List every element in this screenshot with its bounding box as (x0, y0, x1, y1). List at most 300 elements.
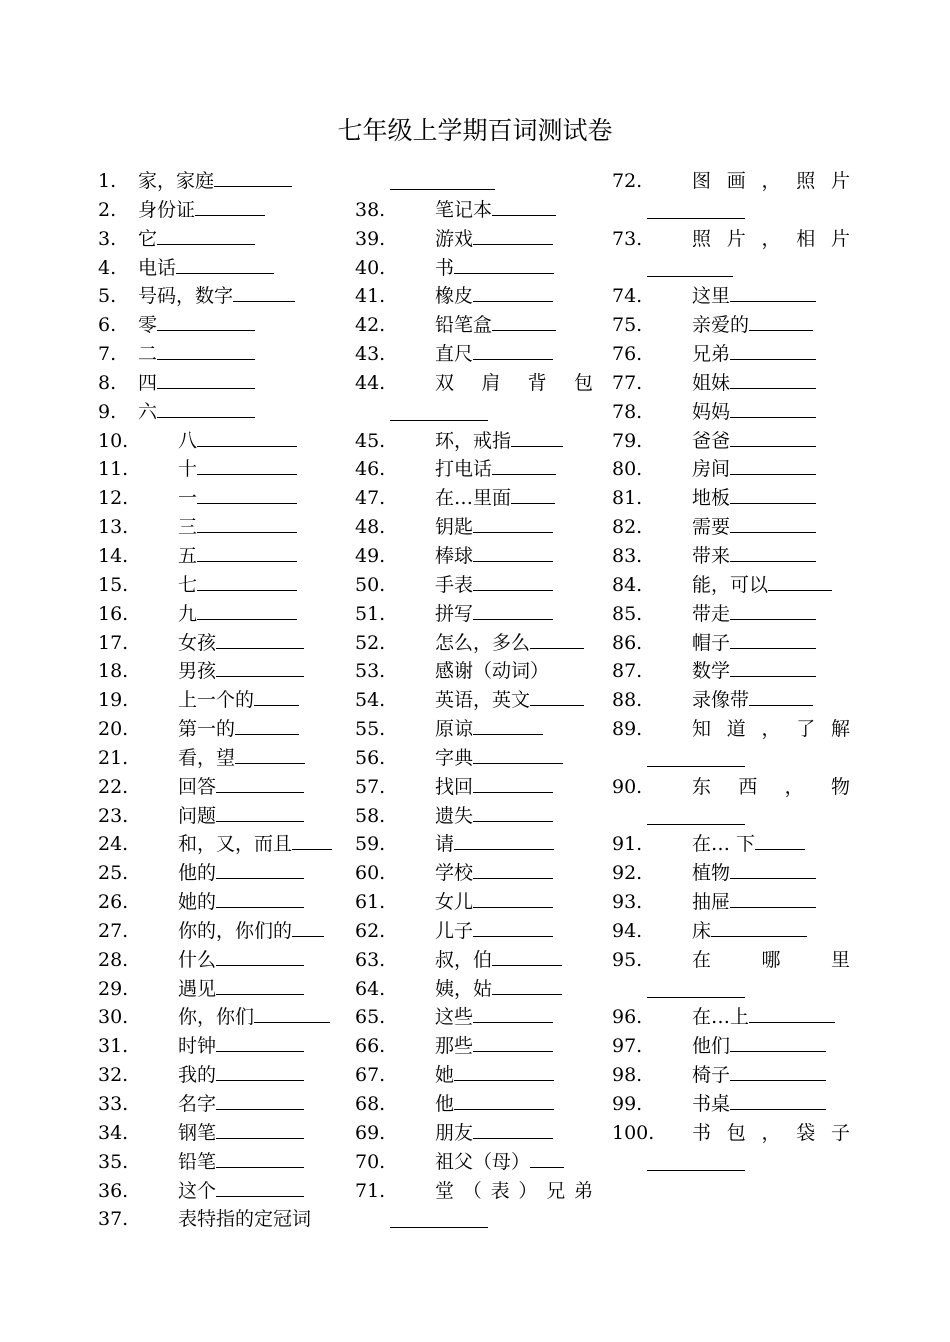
chinese-word: 双肩背包 (435, 371, 593, 394)
question-row-56 (355, 744, 600, 773)
chinese-word: 找回 (435, 775, 474, 798)
answer-blank[interactable] (254, 687, 299, 706)
answer-blank[interactable] (492, 976, 562, 995)
chinese-word: 这些 (435, 1006, 474, 1029)
question-row-82 (612, 513, 857, 542)
answer-blank[interactable] (511, 428, 563, 447)
answer-blank[interactable] (647, 979, 745, 998)
chinese-word: 在…上 (692, 1006, 750, 1029)
answer-blank[interactable] (254, 1004, 330, 1023)
question-row-53 (355, 657, 600, 686)
chinese-word: 她 (435, 1064, 455, 1087)
answer-blank[interactable] (647, 200, 745, 219)
answer-blank[interactable] (473, 803, 553, 822)
question-row-50 (355, 571, 600, 600)
answer-blank[interactable] (216, 1178, 304, 1197)
question-number: 71. (355, 1179, 386, 1202)
chinese-word: 他 (435, 1093, 455, 1115)
question-number: 19. (98, 689, 129, 712)
question-number: 95. (612, 948, 643, 971)
question-number: 34. (98, 1121, 129, 1144)
question-row-73 (612, 225, 857, 254)
answer-blank[interactable] (235, 745, 305, 764)
chinese-word: 钢笔 (178, 1121, 217, 1144)
chinese-word: 叔，伯 (435, 948, 493, 971)
answer-blank[interactable] (730, 543, 816, 562)
column-2 (355, 167, 600, 1234)
question-number: 70. (355, 1150, 386, 1173)
answer-blank[interactable] (473, 774, 553, 793)
answer-blank[interactable] (473, 889, 553, 908)
question-row-25 (98, 859, 348, 888)
answer-line-continued (355, 398, 600, 427)
chinese-word: 铅笔盒 (435, 314, 493, 337)
answer-line-continued (612, 744, 857, 773)
answer-blank[interactable] (197, 428, 297, 447)
question-number: 16. (98, 602, 129, 625)
question-row-49 (355, 542, 600, 571)
question-row-71 (355, 1177, 600, 1206)
question-number: 35. (98, 1150, 129, 1173)
answer-blank[interactable] (214, 168, 292, 187)
question-row-4 (98, 254, 348, 283)
question-row-37 (98, 1205, 348, 1234)
question-row-3 (98, 225, 348, 254)
answer-blank[interactable] (473, 226, 553, 245)
chinese-word: 书桌 (692, 1093, 731, 1115)
answer-blank[interactable] (216, 889, 304, 908)
question-row-57 (355, 773, 600, 802)
answer-blank[interactable] (749, 687, 813, 706)
question-number: 82. (612, 516, 643, 539)
question-number: 72. (612, 170, 643, 192)
answer-blank[interactable] (511, 485, 555, 504)
question-row-75 (612, 311, 857, 340)
question-row-77 (612, 369, 857, 398)
chinese-word: 七 (178, 573, 198, 596)
question-row-96 (612, 1003, 857, 1032)
question-row-93 (612, 888, 857, 917)
answer-blank[interactable] (473, 283, 553, 302)
question-number: 69. (355, 1121, 386, 1144)
answer-blank[interactable] (730, 456, 816, 475)
answer-blank[interactable] (197, 601, 297, 620)
question-row-90 (612, 773, 857, 802)
answer-blank[interactable] (176, 255, 274, 274)
question-number: 12. (98, 487, 129, 510)
answer-blank[interactable] (530, 1149, 564, 1168)
question-row-29 (98, 975, 348, 1004)
answer-blank[interactable] (216, 1120, 304, 1139)
question-number: 98. (612, 1064, 643, 1087)
question-row-38 (355, 196, 600, 225)
answer-blank[interactable] (473, 745, 563, 764)
answer-blank[interactable] (390, 402, 488, 421)
question-number: 5. (98, 285, 117, 308)
answer-blank[interactable] (157, 312, 255, 331)
chinese-word: 钥匙 (435, 516, 474, 539)
chinese-word: 感谢（动词） (435, 660, 550, 683)
answer-blank[interactable] (454, 831, 554, 850)
answer-line-continued (612, 802, 857, 831)
answer-blank[interactable] (730, 1033, 826, 1052)
question-number: 8. (98, 371, 117, 394)
question-number: 46. (355, 458, 386, 481)
question-row-97 (612, 1032, 857, 1061)
chinese-word: 这里 (692, 285, 731, 308)
chinese-word: 需要 (692, 516, 731, 539)
question-number: 80. (612, 458, 643, 481)
question-row-31 (98, 1032, 348, 1061)
answer-blank[interactable] (730, 889, 816, 908)
question-number: 6. (98, 314, 117, 337)
question-number: 32. (98, 1064, 129, 1087)
question-row-15 (98, 571, 348, 600)
answer-blank[interactable] (473, 514, 553, 533)
answer-blank[interactable] (730, 283, 816, 302)
answer-blank[interactable] (647, 748, 745, 767)
answer-blank[interactable] (473, 601, 553, 620)
answer-blank[interactable] (473, 543, 553, 562)
answer-blank[interactable] (730, 341, 816, 360)
answer-blank[interactable] (157, 341, 255, 360)
chinese-word: 看，望 (178, 746, 236, 769)
answer-blank[interactable] (730, 860, 816, 879)
question-number: 45. (355, 429, 386, 452)
chinese-word: 祖父（母） (435, 1150, 531, 1173)
answer-blank[interactable] (197, 514, 297, 533)
answer-blank[interactable] (730, 428, 816, 447)
answer-blank[interactable] (492, 197, 556, 216)
answer-blank[interactable] (454, 255, 554, 274)
answer-blank[interactable] (730, 1091, 826, 1110)
question-row-21 (98, 744, 348, 773)
answer-blank[interactable] (157, 399, 255, 418)
answer-blank[interactable] (711, 918, 807, 937)
answer-blank[interactable] (473, 1033, 553, 1052)
question-number: 15. (98, 573, 129, 596)
chinese-word: 字典 (435, 746, 474, 769)
question-number: 78. (612, 400, 643, 423)
chinese-word: 带来 (692, 544, 731, 567)
chinese-word: 直尺 (435, 343, 474, 366)
chinese-word: 亲爱的 (692, 314, 750, 337)
answer-blank[interactable] (233, 283, 295, 302)
answer-blank[interactable] (197, 456, 297, 475)
chinese-word: 第一的 (178, 718, 236, 741)
question-row-65 (355, 1003, 600, 1032)
question-row-14 (98, 542, 348, 571)
answer-blank[interactable] (530, 630, 584, 649)
question-row-54 (355, 686, 600, 715)
question-row-42 (355, 311, 600, 340)
question-row-51 (355, 600, 600, 629)
question-number: 13. (98, 516, 129, 539)
answer-blank[interactable] (216, 1062, 304, 1081)
question-number: 58. (355, 804, 386, 827)
chinese-word: 请 (435, 833, 455, 856)
answer-blank[interactable] (730, 1062, 826, 1081)
question-row-76 (612, 340, 857, 369)
question-number: 76. (612, 343, 643, 366)
chinese-word: 什么 (178, 948, 217, 971)
question-row-45 (355, 427, 600, 456)
answer-blank[interactable] (157, 226, 255, 245)
chinese-word: 号码，数字 (138, 285, 234, 308)
question-row-99 (612, 1090, 857, 1119)
answer-blank[interactable] (730, 658, 816, 677)
chinese-word: 手表 (435, 573, 474, 596)
answer-blank[interactable] (390, 1209, 488, 1228)
question-row-32 (98, 1061, 348, 1090)
answer-blank[interactable] (647, 806, 745, 825)
question-number: 53. (355, 660, 386, 683)
question-number: 89. (612, 718, 643, 741)
question-row-16 (98, 600, 348, 629)
question-row-33 (98, 1090, 348, 1119)
question-row-34 (98, 1119, 348, 1148)
chinese-word: 知道，了解 (692, 718, 850, 741)
answer-blank[interactable] (197, 485, 297, 504)
question-number: 52. (355, 631, 386, 654)
answer-blank[interactable] (216, 1149, 304, 1168)
answer-blank[interactable] (492, 947, 562, 966)
chinese-word: 在哪里 (692, 948, 850, 971)
question-row-98 (612, 1061, 857, 1090)
question-number: 61. (355, 891, 386, 914)
answer-blank[interactable] (730, 485, 816, 504)
chinese-word: 电话 (138, 256, 177, 279)
answer-blank[interactable] (292, 918, 324, 937)
answer-blank[interactable] (473, 1120, 553, 1139)
question-row-23 (98, 802, 348, 831)
question-number: 83. (612, 544, 643, 567)
question-row-63 (355, 946, 600, 975)
chinese-word: 她的 (178, 891, 217, 914)
chinese-word: 英语，英文 (435, 689, 531, 712)
answer-blank[interactable] (749, 312, 813, 331)
chinese-word: 带走 (692, 602, 731, 625)
question-number: 51. (355, 602, 386, 625)
answer-blank[interactable] (492, 456, 556, 475)
chinese-word: 一 (178, 487, 198, 510)
answer-blank[interactable] (730, 514, 816, 533)
question-number: 49. (355, 544, 386, 567)
column-1 (98, 167, 348, 1234)
answer-blank[interactable] (216, 860, 304, 879)
answer-blank[interactable] (454, 1091, 554, 1110)
chinese-word: 能，可以 (692, 573, 769, 596)
question-number: 85. (612, 602, 643, 625)
question-number: 99. (612, 1093, 643, 1115)
question-number: 77. (612, 371, 643, 394)
answer-blank[interactable] (216, 658, 304, 677)
question-row-13 (98, 513, 348, 542)
question-number: 29. (98, 977, 129, 1000)
question-row-11 (98, 455, 348, 484)
question-number: 63. (355, 948, 386, 971)
answer-blank[interactable] (730, 630, 816, 649)
question-number: 47. (355, 487, 386, 510)
question-row-6 (98, 311, 348, 340)
chinese-word: 这个 (178, 1179, 217, 1202)
question-number: 81. (612, 487, 643, 510)
question-row-5 (98, 282, 348, 311)
answer-blank[interactable] (473, 341, 553, 360)
question-row-74 (612, 282, 857, 311)
chinese-word: 兄弟 (692, 343, 731, 366)
answer-blank[interactable] (473, 716, 543, 735)
question-number: 66. (355, 1035, 386, 1058)
question-number: 39. (355, 227, 386, 250)
question-number: 87. (612, 660, 643, 683)
chinese-word: 原谅 (435, 718, 474, 741)
question-number: 38. (355, 198, 386, 221)
question-row-89 (612, 715, 857, 744)
chinese-word: 四 (138, 371, 158, 394)
question-number: 11. (98, 458, 129, 481)
question-number: 17. (98, 631, 129, 654)
chinese-word: 那些 (435, 1035, 474, 1058)
question-row-48 (355, 513, 600, 542)
question-row-35 (98, 1148, 348, 1177)
answer-blank[interactable] (216, 976, 304, 995)
question-number: 54. (355, 689, 386, 712)
question-number: 64. (355, 977, 386, 1000)
chinese-word: 身份证 (138, 198, 196, 221)
answer-blank[interactable] (647, 258, 733, 277)
question-number: 68. (355, 1093, 386, 1115)
answer-blank[interactable] (647, 1152, 745, 1171)
answer-blank[interactable] (216, 774, 304, 793)
question-number: 9. (98, 400, 117, 423)
answer-blank[interactable] (530, 687, 584, 706)
question-number: 23. (98, 804, 129, 827)
question-row-78 (612, 398, 857, 427)
question-row-19 (98, 686, 348, 715)
chinese-word: 在…里面 (435, 487, 512, 510)
answer-blank[interactable] (235, 716, 299, 735)
answer-blank[interactable] (730, 370, 816, 389)
chinese-word: 遗失 (435, 804, 474, 827)
answer-blank[interactable] (216, 1033, 304, 1052)
question-row-55 (355, 715, 600, 744)
answer-blank[interactable] (216, 1091, 304, 1110)
answer-line-continued (612, 975, 857, 1004)
answer-blank[interactable] (473, 1004, 553, 1023)
answer-blank[interactable] (454, 1062, 554, 1081)
chinese-word: 表特指的定冠词 (178, 1208, 312, 1231)
question-number: 73. (612, 227, 643, 250)
chinese-word: 游戏 (435, 227, 474, 250)
answer-blank[interactable] (473, 860, 553, 879)
question-number: 67. (355, 1064, 386, 1087)
question-row-85 (612, 600, 857, 629)
question-number: 4. (98, 256, 117, 279)
chinese-word: 堂（表）兄弟 (435, 1179, 593, 1202)
answer-line-continued (355, 1205, 600, 1234)
question-row-9 (98, 398, 348, 427)
page-title: 七年级上学期百词测试卷 (337, 116, 613, 145)
answer-blank[interactable] (157, 370, 255, 389)
question-number: 26. (98, 891, 129, 914)
answer-blank[interactable] (768, 572, 832, 591)
answer-blank[interactable] (216, 803, 304, 822)
question-number: 96. (612, 1006, 643, 1029)
answer-blank[interactable] (197, 572, 297, 591)
question-row-100 (612, 1119, 857, 1148)
question-number: 74. (612, 285, 643, 308)
chinese-word: 数学 (692, 660, 731, 683)
answer-blank[interactable] (197, 543, 297, 562)
answer-blank[interactable] (390, 171, 495, 190)
chinese-word: 爸爸 (692, 429, 731, 452)
answer-blank[interactable] (492, 312, 556, 331)
answer-blank[interactable] (755, 831, 805, 850)
chinese-word: 家，家庭 (138, 170, 215, 192)
question-row-7 (98, 340, 348, 369)
question-number: 75. (612, 314, 643, 337)
answer-blank[interactable] (216, 630, 304, 649)
question-row-8 (98, 369, 348, 398)
chinese-word: 怎么，多么 (435, 631, 531, 654)
column-3 (612, 167, 857, 1177)
answer-blank[interactable] (749, 1004, 835, 1023)
question-number: 56. (355, 746, 386, 769)
answer-blank[interactable] (473, 572, 553, 591)
chinese-word: 零 (138, 314, 158, 337)
answer-blank[interactable] (292, 831, 332, 850)
question-number: 28. (98, 948, 129, 971)
question-row-79 (612, 427, 857, 456)
chinese-word: 姐妹 (692, 371, 731, 394)
answer-blank[interactable] (195, 197, 265, 216)
answer-blank[interactable] (730, 399, 816, 418)
question-number: 60. (355, 862, 386, 885)
answer-blank[interactable] (216, 947, 304, 966)
question-row-95 (612, 946, 857, 975)
question-row-61 (355, 888, 600, 917)
question-row-87 (612, 657, 857, 686)
question-number: 42. (355, 314, 386, 337)
answer-blank[interactable] (730, 601, 816, 620)
question-row-10 (98, 427, 348, 456)
answer-line-continued (612, 1148, 857, 1177)
chinese-word: 男孩 (178, 660, 217, 683)
question-row-70 (355, 1148, 600, 1177)
answer-blank[interactable] (473, 918, 553, 937)
chinese-word: 妈妈 (692, 400, 731, 423)
chinese-word: 问题 (178, 804, 217, 827)
question-number: 10. (98, 429, 129, 452)
question-row-41 (355, 282, 600, 311)
chinese-word: 帽子 (692, 631, 731, 654)
question-row-66 (355, 1032, 600, 1061)
chinese-word: 回答 (178, 775, 217, 798)
question-row-28 (98, 946, 348, 975)
question-number: 84. (612, 573, 643, 596)
chinese-word: 房间 (692, 458, 731, 481)
question-row-46 (355, 455, 600, 484)
question-row-83 (612, 542, 857, 571)
question-row-24 (98, 830, 348, 859)
chinese-word: 录像带 (692, 689, 750, 712)
chinese-word: 五 (178, 544, 198, 567)
chinese-word: 棒球 (435, 544, 474, 567)
chinese-word: 东西，物 (692, 775, 850, 798)
question-number: 14. (98, 544, 129, 567)
question-row-92 (612, 859, 857, 888)
